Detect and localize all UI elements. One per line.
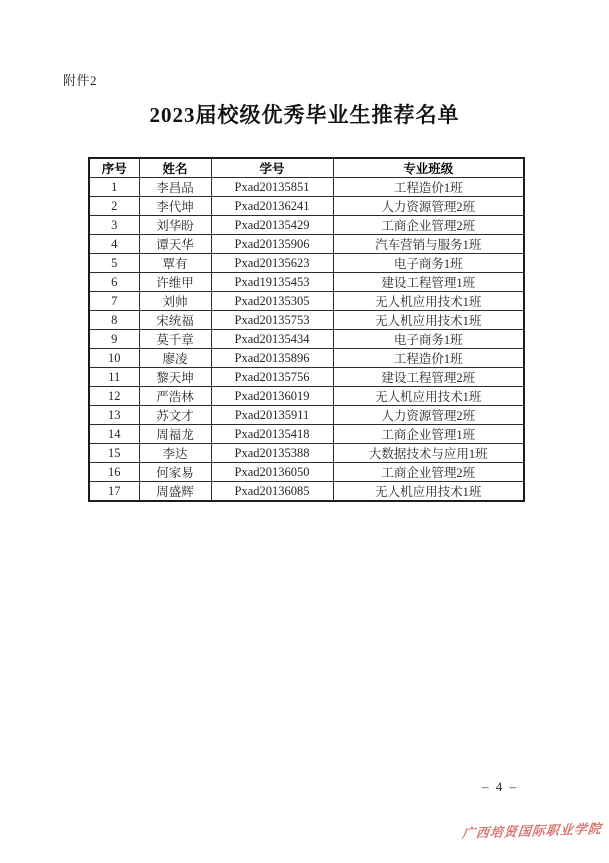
row-number-cell: 13 bbox=[89, 406, 139, 425]
table-row bbox=[89, 444, 524, 463]
major-class-cell: 无人机应用技术1班 bbox=[333, 482, 524, 502]
student-id-cell: Pxad20135906 bbox=[211, 235, 333, 254]
name-cell: 谭天华 bbox=[139, 235, 211, 254]
name-cell: 许维甲 bbox=[139, 273, 211, 292]
row-number-cell: 9 bbox=[89, 330, 139, 349]
major-class-cell: 人力资源管理2班 bbox=[333, 406, 524, 425]
student-id-cell: Pxad20135753 bbox=[211, 311, 333, 330]
table-header-row bbox=[89, 158, 524, 178]
table-row bbox=[89, 463, 524, 482]
table-row bbox=[89, 425, 524, 444]
row-number-cell: 2 bbox=[89, 197, 139, 216]
major-class-cell: 工程造价1班 bbox=[333, 178, 524, 197]
name-cell: 苏文才 bbox=[139, 406, 211, 425]
table-row bbox=[89, 311, 524, 330]
header-sid: 学号 bbox=[211, 158, 333, 178]
table-row bbox=[89, 216, 524, 235]
name-cell: 宋统福 bbox=[139, 311, 211, 330]
row-number-cell: 17 bbox=[89, 482, 139, 502]
row-number-cell: 15 bbox=[89, 444, 139, 463]
major-class-cell: 人力资源管理2班 bbox=[333, 197, 524, 216]
table-row bbox=[89, 368, 524, 387]
row-number-cell: 11 bbox=[89, 368, 139, 387]
name-cell: 刘华盼 bbox=[139, 216, 211, 235]
major-class-cell: 工商企业管理2班 bbox=[333, 216, 524, 235]
school-seal-watermark: 广西培贤国际职业学院 bbox=[461, 821, 603, 842]
major-class-cell: 工商企业管理1班 bbox=[333, 425, 524, 444]
major-class-cell: 电子商务1班 bbox=[333, 330, 524, 349]
student-id-cell: Pxad20135896 bbox=[211, 349, 333, 368]
table-row bbox=[89, 273, 524, 292]
header-name: 姓名 bbox=[139, 158, 211, 178]
row-number-cell: 3 bbox=[89, 216, 139, 235]
student-id-cell: Pxad20135911 bbox=[211, 406, 333, 425]
table-row bbox=[89, 235, 524, 254]
major-class-cell: 建设工程管理2班 bbox=[333, 368, 524, 387]
student-id-cell: Pxad20135305 bbox=[211, 292, 333, 311]
name-cell: 李代坤 bbox=[139, 197, 211, 216]
row-number-cell: 4 bbox=[89, 235, 139, 254]
major-class-cell: 汽车营销与服务1班 bbox=[333, 235, 524, 254]
major-class-cell: 工商企业管理2班 bbox=[333, 463, 524, 482]
student-id-cell: Pxad20136019 bbox=[211, 387, 333, 406]
name-cell: 周福龙 bbox=[139, 425, 211, 444]
name-cell: 刘帅 bbox=[139, 292, 211, 311]
name-cell: 周盛辉 bbox=[139, 482, 211, 502]
table-row bbox=[89, 406, 524, 425]
name-cell: 黎天坤 bbox=[139, 368, 211, 387]
page-number: – 4 – bbox=[482, 779, 518, 794]
table-row bbox=[89, 387, 524, 406]
major-class-cell: 大数据技术与应用1班 bbox=[333, 444, 524, 463]
table-row bbox=[89, 330, 524, 349]
student-id-cell: Pxad20136241 bbox=[211, 197, 333, 216]
row-number-cell: 10 bbox=[89, 349, 139, 368]
name-cell: 莫千章 bbox=[139, 330, 211, 349]
row-number-cell: 8 bbox=[89, 311, 139, 330]
table-row bbox=[89, 349, 524, 368]
row-number-cell: 7 bbox=[89, 292, 139, 311]
name-cell: 李达 bbox=[139, 444, 211, 463]
major-class-cell: 建设工程管理1班 bbox=[333, 273, 524, 292]
row-number-cell: 5 bbox=[89, 254, 139, 273]
table-row bbox=[89, 254, 524, 273]
page-title: 2023届校级优秀毕业生推荐名单 bbox=[149, 103, 460, 127]
name-cell: 廖凌 bbox=[139, 349, 211, 368]
attachment-label: 附件2 bbox=[63, 73, 98, 88]
table-row bbox=[89, 178, 524, 197]
table-row bbox=[89, 292, 524, 311]
major-class-cell: 无人机应用技术1班 bbox=[333, 387, 524, 406]
name-cell: 覃有 bbox=[139, 254, 211, 273]
table-row bbox=[89, 197, 524, 216]
student-id-cell: Pxad20135388 bbox=[211, 444, 333, 463]
header-major: 专业班级 bbox=[333, 158, 524, 178]
row-number-cell: 12 bbox=[89, 387, 139, 406]
student-id-cell: Pxad20135623 bbox=[211, 254, 333, 273]
row-number-cell: 6 bbox=[89, 273, 139, 292]
major-class-cell: 无人机应用技术1班 bbox=[333, 292, 524, 311]
header-seq: 序号 bbox=[89, 158, 139, 178]
student-id-cell: Pxad20135429 bbox=[211, 216, 333, 235]
table-body bbox=[89, 178, 524, 502]
student-id-cell: Pxad19135453 bbox=[211, 273, 333, 292]
row-number-cell: 1 bbox=[89, 178, 139, 197]
major-class-cell: 工程造价1班 bbox=[333, 349, 524, 368]
student-id-cell: Pxad20136050 bbox=[211, 463, 333, 482]
student-id-cell: Pxad20135756 bbox=[211, 368, 333, 387]
table-row bbox=[89, 482, 524, 502]
student-id-cell: Pxad20135418 bbox=[211, 425, 333, 444]
name-cell: 严浩林 bbox=[139, 387, 211, 406]
major-class-cell: 电子商务1班 bbox=[333, 254, 524, 273]
student-id-cell: Pxad20135851 bbox=[211, 178, 333, 197]
graduates-table bbox=[88, 157, 525, 502]
name-cell: 何家易 bbox=[139, 463, 211, 482]
row-number-cell: 14 bbox=[89, 425, 139, 444]
row-number-cell: 16 bbox=[89, 463, 139, 482]
student-id-cell: Pxad20135434 bbox=[211, 330, 333, 349]
major-class-cell: 无人机应用技术1班 bbox=[333, 311, 524, 330]
table-header bbox=[89, 158, 524, 178]
name-cell: 李昌品 bbox=[139, 178, 211, 197]
student-id-cell: Pxad20136085 bbox=[211, 482, 333, 502]
